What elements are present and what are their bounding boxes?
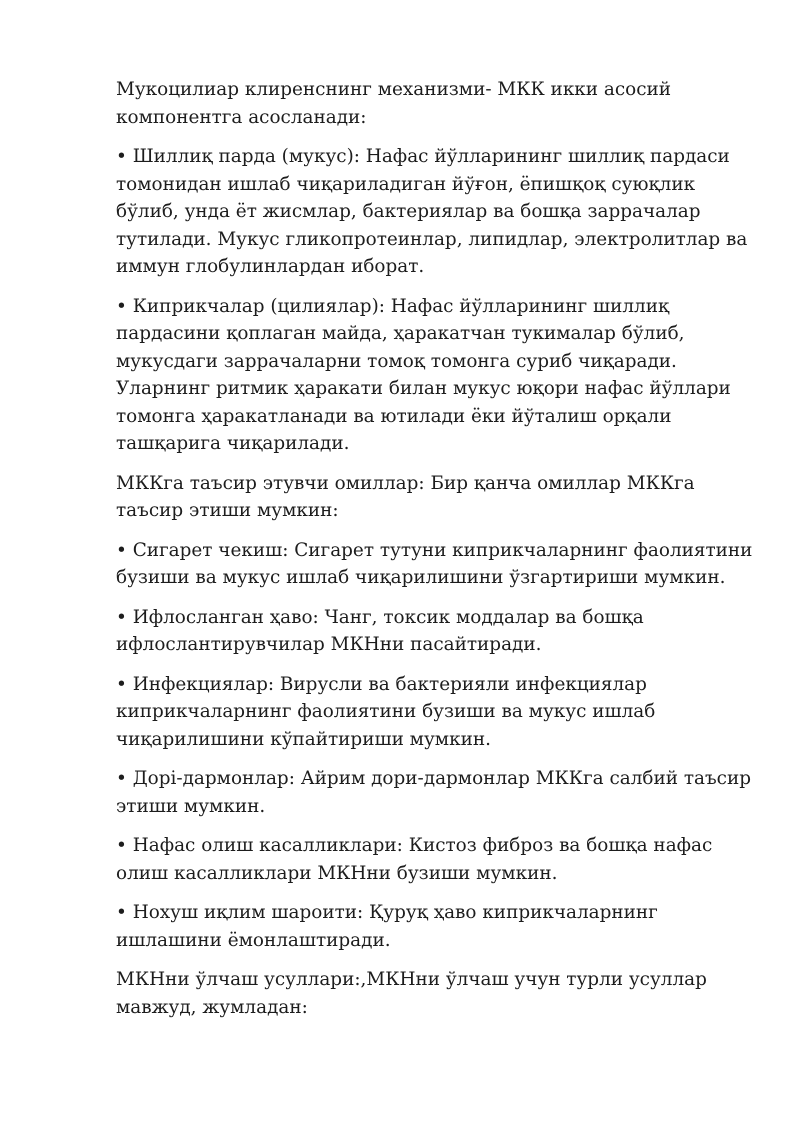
- paragraph-respiratory-diseases: [116, 832, 756, 887]
- paragraph-climate: [116, 899, 756, 954]
- text-line: бўлиб, унда ёт жисмлар, бактериялар ва бошқа заррачалар: [116, 201, 701, 222]
- paragraph-cilia: [116, 293, 756, 458]
- text-line: пардасини қоплаган майда, ҳаракатчан тукималар бўлиб,: [116, 323, 685, 344]
- text-line: тутилади. Мукус гликопротеинлар, липидлар, электролитлар ва: [116, 228, 748, 250]
- text-line: мукусдаги заррачаларни томоқ томонга суриб чиқаради.: [116, 350, 677, 372]
- text-line: Мукоцилиар клиренснинг механизми- МКК икки асосий: [116, 79, 672, 100]
- text-line: таъсир этиши мумкин:: [116, 500, 339, 521]
- text-line: иммун глобулинлардан иборат.: [116, 256, 425, 277]
- paragraph-measurement-methods: [116, 966, 756, 1021]
- text-line: томонга ҳаракатланади ва ютилади ёки йўталиш орқали: [116, 405, 672, 427]
- paragraph-mcc-mechanism: [116, 76, 756, 131]
- paragraph-mucus: [116, 143, 756, 281]
- text-line: МКНни ўлчаш усуллари:,МКНни ўлчаш учун турли усуллар: [116, 969, 707, 990]
- text-line: олиш касалликлари МКНни бузиши мумкин.: [116, 862, 558, 884]
- paragraph-medications: [116, 765, 756, 820]
- paragraph-infections: [116, 671, 756, 754]
- text-line: • Сигарет чекиш: Сигарет тутуни киприкчаларнинг фаолиятини: [116, 539, 753, 561]
- text-line: томонидан ишлаб чиқариладиган йўғон, ёпишқоқ суюқлик: [116, 173, 696, 195]
- paragraph-polluted-air: [116, 604, 756, 659]
- text-line: Уларнинг ритмик ҳаракати билан мукус юқори нафас йўллари: [116, 378, 731, 399]
- text-line: • Шиллиқ парда (мукус): Нафас йўлларининг шиллиқ пардаси: [116, 146, 730, 167]
- document-body: [116, 76, 756, 1033]
- text-line: ифлослантирувчилар МКНни пасайтиради.: [116, 634, 542, 655]
- text-line: киприкчаларнинг фаолиятини бузиши ва мукус ишлаб: [116, 701, 656, 722]
- text-line: ишлашини ёмонлаштиради.: [116, 929, 391, 951]
- paragraph-factors-intro: [116, 470, 756, 525]
- paragraph-smoking: [116, 537, 756, 592]
- text-line: чиқарилишини кўпайтириши мумкин.: [116, 728, 491, 750]
- text-line: • Ифлосланган ҳаво: Чанг, токсик моддалар ва бошқа: [116, 606, 644, 628]
- text-line: МККга таъсир этувчи омиллар: Бир қанча омиллар МККга: [116, 472, 695, 494]
- text-line: ташқарига чиқарилади.: [116, 433, 350, 454]
- text-line: • Дорі-дармонлар: Айрим дори-дармонлар МККга салбий таъсир: [116, 768, 751, 789]
- text-line: мавжуд, жумладан:: [116, 996, 308, 1018]
- text-line: этиши мумкин.: [116, 795, 266, 817]
- text-line: бузиши ва мукус ишлаб чиқарилишини ўзгартириши мумкин.: [116, 567, 726, 588]
- text-line: компонентга асосланади:: [116, 106, 367, 128]
- text-line: • Нафас олиш касалликлари: Кистоз фиброз ва бошқа нафас: [116, 835, 713, 856]
- text-line: • Инфекциялар: Вирусли ва бактерияли инфекциялар: [116, 673, 647, 695]
- text-line: • Киприкчалар (цилиялар): Нафас йўлларининг шиллиқ: [116, 295, 670, 317]
- text-line: • Нохуш иқлим шароити: Қуруқ ҳаво киприкчаларнинг: [116, 902, 658, 923]
